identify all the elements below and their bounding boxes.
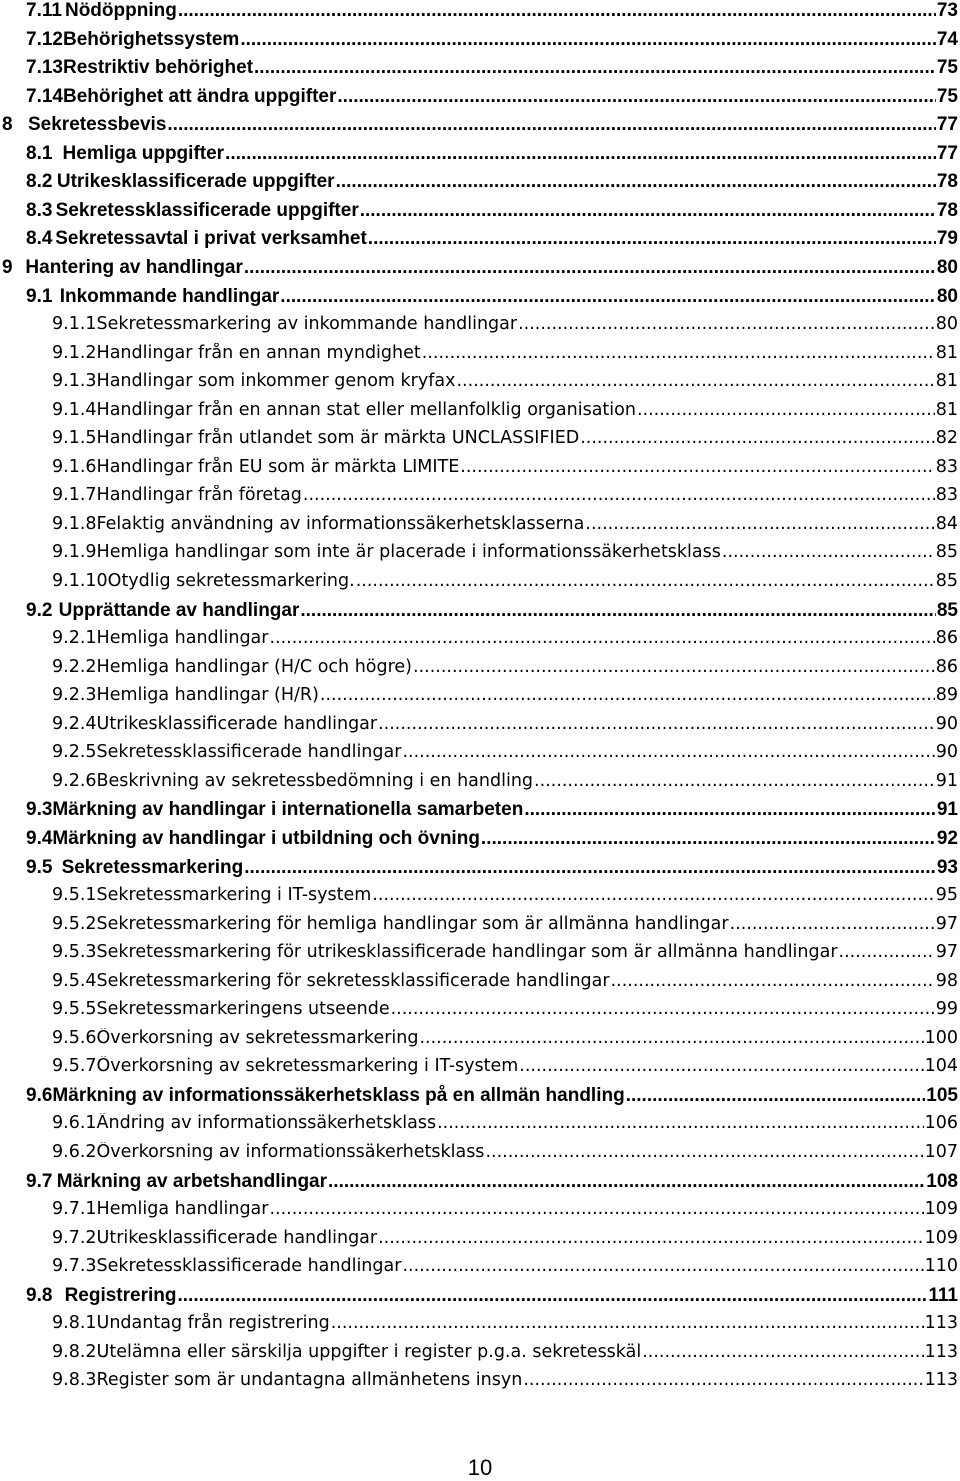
toc-entry-number: 9.1.2 [52,342,97,363]
toc-entry-page: 95 [935,885,958,906]
toc-entry-page: 97 [935,942,958,963]
toc-entry-title: Hemliga handlingar som inte är placerade i informationssäkerhetsklass [96,542,721,563]
toc-entry-page: 81 [935,399,958,420]
toc-entry-number: 9.6.1 [52,1113,97,1134]
toc-dot-leader [460,457,934,477]
toc-entry-page: 84 [935,513,958,534]
toc-entry-title: Hantering av handlingar [25,256,243,278]
toc-entry-title: Märkning av handlingar i utbildning och övning [52,827,480,849]
toc-entry-title: Märkning av informationssäkerhetsklass på en allmän handling [52,1084,625,1106]
toc-entry-page: 81 [935,342,958,363]
toc-entry-title: Sekretessmarkering för utrikesklassificerade handlingar som är allmänna handlingar [96,942,838,963]
toc-entry-page: 78 [936,171,958,193]
toc-entry-number: 8.2 [26,171,53,193]
toc-entry-page: 90 [935,713,958,734]
toc-entry-title: Överkorsning av informationssäkerhetsklass [96,1142,485,1162]
toc-entry-number: 9.1.7 [52,485,97,506]
toc-dot-leader [391,999,935,1019]
toc-dot-leader [167,114,935,136]
toc-entry-number: 9.1.5 [52,428,97,449]
toc-entry[interactable] [52,428,958,454]
toc-entry-title: Otydlig sekretessmarkering. [107,571,355,591]
toc-entry[interactable] [52,457,958,483]
toc-entry[interactable] [52,371,958,397]
toc-entry-page: 78 [936,199,958,221]
toc-entry-page: 85 [935,542,958,563]
toc-entry-title: Beskrivning av sekretessbedömning i en handling [96,770,534,791]
toc-entry-title: Handlingar från EU som är märkta LIMITE [96,456,460,477]
toc-dot-leader [177,1285,927,1307]
toc-entry-title: Restriktiv behörighet [62,57,254,79]
toc-entry[interactable] [26,1285,958,1311]
toc-entry-number: 9.5.2 [52,913,97,934]
toc-entry-page: 106 [924,1113,958,1134]
toc-entry-page: 80 [935,314,958,335]
toc-entry-title: Felaktig användning av informationssäkerhetsklasserna [96,513,585,534]
toc-entry[interactable] [26,1085,958,1111]
toc-dot-leader [244,857,936,879]
toc-entry-title: Hemliga handlingar (H/C och högre) [96,656,413,677]
toc-entry[interactable] [26,57,958,83]
toc-dot-leader [419,1028,923,1048]
toc-entry[interactable] [52,1142,958,1168]
toc-dot-leader [580,428,934,448]
toc-entry-page: 86 [935,656,958,677]
toc-dot-leader [456,371,934,391]
toc-dot-leader [402,1256,923,1276]
toc-dot-leader [356,571,935,591]
toc-entry-number: 9.7 [26,1170,53,1192]
toc-entry-number: 9.5.3 [52,942,97,963]
toc-entry-number: 9.2.2 [52,656,97,677]
toc-entry[interactable] [52,542,958,568]
toc-entry-number: 9.7.1 [52,1199,97,1220]
toc-entry-page: 77 [936,142,958,164]
toc-entry-number: 7.13 [26,57,63,79]
page-number: 10 [467,1455,493,1480]
toc-entry-title: Hemliga uppgifter [62,142,225,164]
toc-dot-leader [585,514,934,534]
toc-entry-page: 113 [924,1370,958,1391]
toc-dot-leader [481,828,936,850]
toc-entry-number: 9.5.6 [52,1027,97,1048]
toc-entry[interactable] [26,600,958,626]
toc-entry[interactable] [26,228,958,254]
toc-entry[interactable] [52,343,958,369]
toc-dot-leader [331,1313,924,1333]
toc-entry-page: 99 [935,999,958,1020]
toc-entry-page: 73 [936,0,958,21]
toc-entry-page: 77 [936,114,958,136]
toc-dot-leader [637,400,935,420]
toc-entry[interactable] [2,114,958,140]
toc-entry-page: 83 [935,456,958,477]
toc-entry[interactable] [26,0,958,26]
toc-dot-leader [730,914,935,934]
toc-entry-title: Nödöppning [64,0,177,21]
toc-dot-leader [722,542,935,562]
toc-entry-number: 9.5 [26,856,53,878]
toc-dot-leader [402,742,934,762]
toc-entry-number: 9.4 [26,827,53,849]
toc-entry[interactable] [52,1199,958,1225]
toc-entry-page: 82 [935,428,958,449]
toc-entry[interactable] [52,514,958,540]
toc-entry[interactable] [52,1228,958,1254]
toc-entry-title: Handlingar från en annan myndighet [96,342,421,363]
toc-entry-number: 9.5.1 [52,885,97,906]
toc-entry[interactable] [52,1256,958,1282]
toc-entry-title: Märkning av arbetshandlingar [56,1170,328,1192]
toc-entry-number: 9.5.5 [52,999,97,1020]
toc-dot-leader [372,885,934,905]
toc-entry-page: 105 [926,1084,958,1106]
toc-entry-number: 9.6.2 [52,1142,97,1162]
toc-entry-title: Handlingar från en annan stat eller mellanfolklig organisation [96,399,636,420]
toc-entry-number: 8.3 [26,199,53,221]
toc-dot-leader [519,1056,923,1076]
toc-entry[interactable] [52,1113,958,1139]
toc-entry-page: 91 [936,799,958,821]
toc-dot-leader [269,628,934,648]
toc-entry[interactable] [26,799,958,825]
toc-dot-leader [524,799,936,821]
toc-entry-title: Sekretessmarkering i IT-system [96,885,372,906]
toc-entry-page: 109 [924,1227,958,1248]
toc-entry-number: 9.6 [26,1084,53,1106]
toc-entry-page: 74 [936,28,958,50]
toc-entry-page: 104 [924,1056,958,1077]
toc-entry-title: Sekretessklassificerade handlingar [96,742,402,763]
toc-entry-title: Märkning av handlingar i internationella samarbeten [52,799,524,821]
toc-entry-title: Behörighet att ändra uppgifter [62,85,337,107]
toc-dot-leader [328,1171,925,1193]
toc-entry-page: 89 [935,685,958,706]
toc-dot-leader [518,314,935,334]
toc-entry-title: Upprättande av handlingar [58,599,300,621]
toc-entry-page: 80 [936,285,958,307]
toc-entry-number: 9.8 [26,1284,53,1306]
toc-entry[interactable] [52,714,958,740]
toc-entry[interactable] [2,257,958,283]
toc-entry-number: 9.1.6 [52,456,97,477]
toc-entry[interactable] [52,1370,958,1396]
toc-entry[interactable] [52,1342,958,1368]
toc-entry-number: 8.1 [26,142,53,164]
toc-dot-leader [437,1113,924,1133]
toc-entry-title: Utrikesklassificerade uppgifter [56,171,335,193]
toc-entry-number: 7.14 [26,85,63,107]
toc-entry-page: 90 [935,742,958,763]
toc-entry-number: 9.2.1 [52,628,97,649]
toc-entry[interactable] [52,571,958,597]
toc-entry-title: Sekretessmarkering för hemliga handlingar som är allmänna handlingar [96,913,729,934]
toc-entry-title: Handlingar från företag [96,485,302,506]
toc-entry[interactable] [52,771,958,797]
toc-entry-title: Inkommande handlingar [59,285,280,307]
toc-entry-title: Sekretessklassificerade uppgifter [55,199,359,221]
toc-entry[interactable] [52,628,958,654]
toc-entry-number: 9.5.7 [52,1056,97,1077]
toc-entry-number: 7.12 [26,28,63,50]
toc-dot-leader [485,1142,923,1162]
toc-entry-number: 9.2.6 [52,770,97,791]
toc-entry-title: Utrikesklassificerade handlingar [96,713,378,734]
toc-entry-title: Sekretessmarkering av inkommande handlingar [96,314,518,335]
toc-entry-page: 83 [935,485,958,506]
toc-entry-page: 109 [924,1199,958,1220]
toc-dot-leader [360,200,936,222]
toc-entry-page: 81 [935,371,958,392]
toc-entry[interactable] [52,942,958,968]
toc-entry-title: Handlingar som inkommer genom kryfax [96,371,456,392]
toc-entry-number: 9.1.10 [52,571,108,591]
toc-dot-leader [225,143,936,165]
toc-dot-leader [336,171,936,193]
toc-dot-leader [611,971,935,991]
toc-entry-page: 92 [936,827,958,849]
toc-entry-title: Handlingar från utlandet som är märkta UNCLASSIFIED [96,428,580,449]
toc-entry-number: 9.2.5 [52,742,97,763]
toc-dot-leader [378,1228,923,1248]
toc-entry[interactable] [26,1171,958,1197]
toc-dot-leader [413,657,935,677]
toc-entry-title: Utrikesklassificerade handlingar [96,1227,378,1248]
toc-dot-leader [300,600,935,622]
toc-entry-number: 9.1.9 [52,542,97,563]
toc-entry-title: Sekretessbevis [28,114,167,136]
toc-entry-page: 108 [926,1170,958,1192]
toc-entry-number: 7.11 [26,0,62,21]
toc-entry-page: 100 [924,1027,958,1048]
toc-entry-title: Registrering [64,1284,177,1306]
toc-entry-page: 79 [936,228,958,250]
toc-entry-number: 8.4 [26,228,53,250]
toc-entry-number: 9.2.3 [52,685,97,706]
toc-entry-number: 9 [2,256,13,278]
toc-entry-title: Register som är undantagna allmänhetens insyn [96,1370,523,1391]
toc-entry[interactable] [52,1028,958,1054]
toc-entry-page: 93 [936,856,958,878]
toc-entry-page: 91 [935,770,958,791]
toc-entry-number: 9.7.2 [52,1227,97,1248]
toc-dot-leader [280,286,936,308]
toc-entry[interactable] [52,914,958,940]
toc-entry[interactable] [52,657,958,683]
toc-entry-page: 113 [924,1313,958,1334]
toc-entry-number: 9.1.4 [52,399,97,420]
toc-entry-title: Sekretessmarkeringens utseende [96,999,390,1020]
toc-entry[interactable] [26,200,958,226]
toc-entry[interactable] [52,971,958,997]
toc-dot-leader [254,57,936,79]
toc-entry[interactable] [26,857,958,883]
toc-entry-title: Hemliga handlingar [96,1199,269,1220]
toc-entry-number: 9.8.1 [52,1313,97,1334]
toc-entry-page: 85 [936,599,958,621]
toc-entry-number: 9.8.2 [52,1341,97,1362]
toc-entry-title: Undantag från registrering [96,1313,330,1334]
toc-entry-page: 107 [924,1142,958,1162]
toc-entry[interactable] [52,742,958,768]
toc-entry-page: 97 [935,913,958,934]
toc-dot-leader [378,714,935,734]
toc-entry[interactable] [26,29,958,55]
toc-entry[interactable] [52,999,958,1025]
toc-entry[interactable] [52,1056,958,1082]
toc-entry-page: 111 [928,1284,958,1306]
toc-entry-title: Hemliga handlingar [96,628,269,649]
toc-entry-number: 9.1.3 [52,371,97,392]
toc-entry-page: 113 [924,1341,958,1362]
toc-dot-leader [839,942,935,962]
toc-entry-title: Överkorsning av sekretessmarkering [96,1027,419,1048]
toc-entry-number: 9.3 [26,799,53,821]
toc-dot-leader [642,1342,923,1362]
toc-entry-title: Hemliga handlingar (H/R) [96,685,319,706]
toc-dot-leader [269,1199,923,1219]
toc-entry-page: 85 [935,571,958,591]
toc-dot-leader [240,29,936,51]
toc-entry-page: 98 [935,970,958,991]
toc-dot-leader [626,1085,926,1107]
toc-entry-page: 75 [936,57,958,79]
toc-entry[interactable] [52,485,958,511]
toc-entry-title: Sekretessmarkering för sekretessklassificerade handlingar [96,970,610,991]
toc-entry-title: Ändring av informationssäkerhetsklass [96,1113,437,1134]
toc-dot-leader [178,0,936,22]
toc-dot-leader [320,685,935,705]
toc-entry[interactable] [52,1313,958,1339]
toc-entry-title: Sekretessklassificerade handlingar [96,1256,402,1277]
toc-dot-leader [523,1370,923,1390]
toc-entry-title: Behörighetssystem [62,28,240,50]
toc-dot-leader [303,485,935,505]
toc-entry[interactable] [26,143,958,169]
toc-entry[interactable] [52,314,958,340]
toc-entry[interactable] [26,286,958,312]
toc-entry-number: 8 [2,114,13,136]
toc-entry-number: 9.5.4 [52,970,97,991]
toc-entry-number: 9.7.3 [52,1256,97,1277]
toc-entry[interactable] [52,885,958,911]
toc-entry-title: Överkorsning av sekretessmarkering i IT-system [96,1056,519,1077]
toc-entry-number: 9.8.3 [52,1370,97,1391]
toc-dot-leader [244,257,936,279]
toc-entry[interactable] [26,171,958,197]
toc-entry-number: 9.2 [26,599,53,621]
toc-entry[interactable] [26,828,958,854]
toc-entry-number: 9.1.8 [52,513,97,534]
toc-entry-title: Utelämna eller särskilja uppgifter i register p.g.a. sekretesskäl [96,1341,642,1362]
toc-dot-leader [368,228,936,250]
toc-dot-leader [534,771,935,791]
toc-entry[interactable] [52,400,958,426]
toc-entry-page: 75 [936,85,958,107]
toc-dot-leader [337,86,935,108]
toc-entry-number: 9.1.1 [52,314,97,335]
toc-entry-number: 9.2.4 [52,713,97,734]
toc-entry[interactable] [52,685,958,711]
toc-entry[interactable] [26,86,958,112]
toc-entry-title: Sekretessmarkering [61,856,244,878]
toc-entry-page: 110 [924,1256,958,1277]
toc-entry-title: Sekretessavtal i privat verksamhet [55,228,367,250]
toc-dot-leader [422,343,935,363]
toc-entry-page: 80 [936,256,958,278]
toc-entry-number: 9.1 [26,285,53,307]
toc-entry-page: 86 [935,628,958,649]
